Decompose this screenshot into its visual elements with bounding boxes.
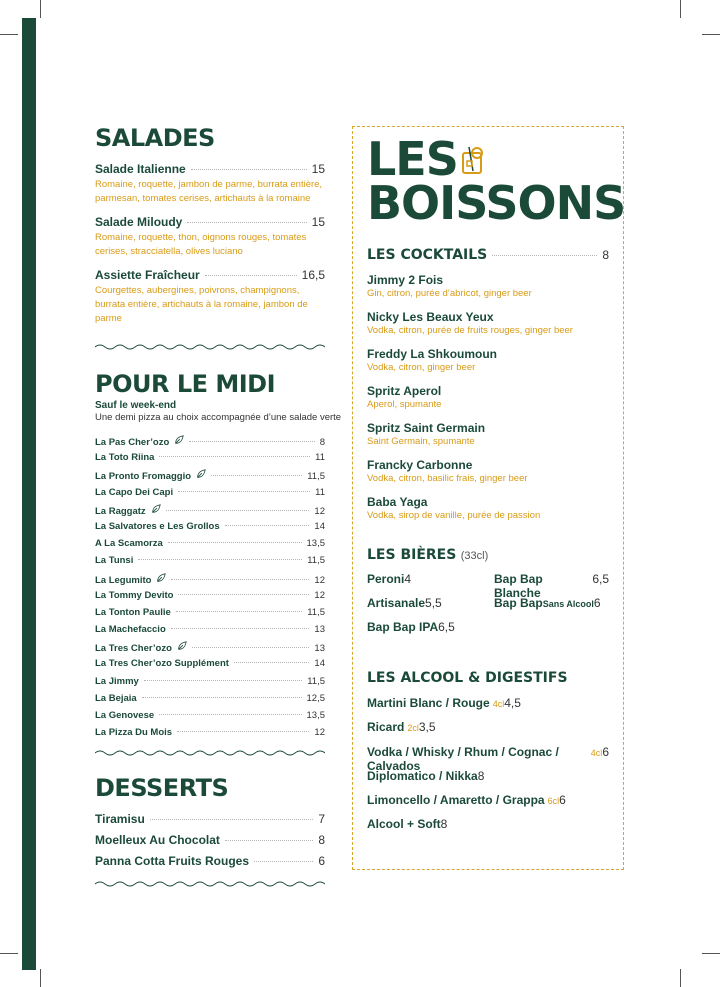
bieres-title: LES BIÈRES [367, 547, 457, 563]
pizza-row [95, 452, 325, 469]
pizza-row [95, 555, 325, 572]
dessert-name: Panna Cotta Fruits Rouges [95, 854, 250, 869]
beer-price: 4 [404, 572, 412, 586]
alcool-row [367, 696, 609, 720]
cocktail-item [367, 421, 609, 448]
pizza-row [95, 469, 325, 486]
cocktail-desc: Gin, citron, purée d’abricot, ginger beer [367, 288, 532, 299]
beer-sub: Sans Alcool [542, 599, 594, 609]
pizza-price: 11,5 [307, 606, 325, 618]
crop-mark [0, 34, 18, 35]
salades-list [95, 162, 325, 326]
pizza-row [95, 658, 325, 675]
pizza-row [95, 624, 325, 641]
dessert-price: 8 [318, 833, 325, 848]
pizza-price: 11,5 [307, 675, 325, 687]
salade-row [95, 215, 325, 229]
salade-desc: Romaine, roquette, thon, oignons rouges, tomates cerises, stracciatella, olives luciano [95, 232, 307, 257]
bieres-header [367, 546, 609, 564]
pizza-row [95, 487, 325, 504]
pizza-row [95, 590, 325, 607]
beer-item [367, 620, 483, 644]
cocktail-desc: Vodka, citron, basilic frais, ginger beer [367, 473, 528, 484]
salade-name: Assiette Fraîcheur [95, 268, 200, 282]
salade-row [95, 268, 325, 282]
pizza-name: La Tommy Devito [95, 589, 174, 601]
left-column [95, 124, 342, 893]
dessert-row [95, 854, 325, 875]
beer-line [367, 572, 609, 600]
salade-price: 16,5 [301, 268, 325, 282]
dessert-name: Moelleux Au Chocolat [95, 833, 220, 848]
pizza-price: 13,5 [306, 538, 325, 550]
pizza-price: 14 [314, 658, 325, 670]
beer-name: Bap Bap [494, 596, 543, 610]
dessert-name: Tiramisu [95, 812, 145, 827]
cocktail-desc: Vodka, citron, ginger beer [367, 362, 476, 373]
pizza-row [95, 710, 325, 727]
pizza-price: 14 [314, 520, 325, 532]
pizza-price: 12 [314, 727, 325, 739]
alcool-qty: 4cl [492, 699, 505, 709]
pizza-row [95, 727, 325, 744]
salade-item [95, 162, 325, 206]
salade-price: 15 [311, 162, 325, 176]
pizza-price: 12,5 [306, 692, 325, 704]
alcool-name: Vodka / Whisky / Rhum / Cognac / Calvados [367, 744, 559, 773]
cocktail-desc: Aperol, spumante [367, 399, 442, 410]
wave-divider [95, 749, 325, 757]
cocktail-desc: Saint Germain, spumante [367, 436, 475, 447]
cocktail-desc: Vodka, sirop de vanille, purée de passion [367, 510, 541, 521]
pizza-price: 11,5 [307, 471, 325, 483]
pizza-row [95, 607, 325, 624]
pizza-price: 11 [315, 486, 325, 498]
salade-desc: Romaine, roquette, jambon de parme, burrata entière, parmesan, tomates cerises, artichauts à la romaine [95, 179, 323, 204]
pizza-name: La Machefaccio [95, 624, 166, 636]
pizza-price: 13 [314, 624, 325, 636]
pizza-name: La Pizza Du Mois [95, 727, 173, 739]
salade-price: 15 [311, 215, 325, 229]
alcool-qty: 2cl [407, 723, 419, 734]
alcool-name: Limoncello / Amaretto / Grappa [367, 793, 545, 808]
wave-divider [95, 880, 325, 888]
salade-item [95, 215, 325, 259]
wave-divider [95, 343, 325, 351]
cocktail-glass-icon [459, 145, 489, 177]
cocktail-name: Francky Carbonne [367, 458, 473, 472]
crop-mark [0, 953, 18, 954]
boissons-title-line1: LES [367, 132, 458, 186]
pizza-name: La Jimmy [95, 675, 139, 687]
pizza-name: La Pas Cher’ozo [95, 437, 170, 448]
pizza-price: 12 [314, 505, 325, 517]
alcool-row [367, 720, 609, 744]
pizza-row [95, 676, 325, 693]
pizza-price: 12 [314, 589, 325, 601]
cocktails-price: 8 [602, 248, 609, 262]
pizza-name: La Genovese [95, 710, 155, 721]
salade-row [95, 162, 325, 176]
pizza-name: La Toto Riina [95, 452, 155, 464]
midi-list [95, 435, 325, 744]
pizza-price: 8 [319, 437, 325, 448]
beer-name: Bap Bap IPA [367, 620, 439, 634]
alcool-price: 8 [477, 768, 485, 783]
pizza-name: La Tunsi [95, 555, 134, 567]
pizza-row [95, 693, 325, 710]
vegetarian-leaf-icon [196, 469, 206, 479]
alcool-qty: 6cl [547, 796, 560, 807]
dessert-price: 6 [318, 854, 325, 869]
vegetarian-leaf-icon [174, 435, 184, 445]
beer-name: Bap Bap Blanche [494, 572, 543, 600]
dessert-row [95, 812, 325, 833]
beer-line [367, 596, 609, 620]
alcool-price: 6 [559, 793, 566, 808]
crop-mark [680, 0, 681, 18]
pizza-name: La Salvatores e Les Grollos [95, 520, 220, 532]
cocktail-item [367, 273, 609, 300]
vegetarian-leaf-icon [151, 504, 161, 514]
pizza-row [95, 538, 325, 555]
alcool-name: Martini Blanc / Rouge [367, 696, 490, 710]
alcool-price: 3,5 [418, 720, 436, 735]
pizza-name: La Tres Cher’ozo [95, 643, 172, 655]
salade-name: Salade Italienne [95, 162, 186, 176]
dessert-row [95, 833, 325, 854]
pizza-price: 11,5 [307, 555, 325, 567]
beer-price: 6,5 [438, 620, 455, 634]
alcool-price: 4,5 [504, 696, 521, 710]
alcool-row [367, 744, 609, 773]
bieres-note: (33cl) [460, 550, 489, 562]
boissons-panel [352, 126, 624, 870]
crop-mark [702, 34, 720, 35]
alcool-name: Diplomatico / Nikka [367, 768, 478, 783]
pizza-row [95, 573, 325, 590]
beer-line [367, 620, 609, 644]
pizza-name: La Tres Cher’ozo Supplément [95, 658, 229, 670]
midi-title: POUR LE MIDI [95, 370, 276, 398]
pizza-price: 13 [314, 643, 325, 655]
cocktail-item [367, 384, 609, 411]
beer-name: Artisanale [367, 596, 426, 610]
beer-item [494, 572, 609, 600]
cocktail-item [367, 495, 609, 522]
alcool-row [367, 817, 609, 841]
alcool-price: 8 [440, 817, 448, 832]
crop-mark [40, 969, 41, 987]
midi-subtitle: Sauf le week-end [95, 400, 177, 411]
salades-title: SALADES [95, 124, 215, 152]
pizza-name: La Legumito [95, 574, 152, 586]
alcool-name: Alcool + Soft [367, 817, 441, 832]
cocktail-desc: Vodka, citron, purée de fruits rouges, ginger beer [367, 325, 573, 336]
cocktail-name: Jimmy 2 Fois [367, 273, 444, 287]
cocktail-item [367, 458, 609, 485]
beer-item [494, 596, 609, 620]
beer-name: Peroni [367, 572, 405, 586]
pizza-name: A La Scamorza [95, 538, 163, 550]
vegetarian-leaf-icon [177, 641, 187, 651]
boissons-title-line2: BOISSONS [367, 176, 626, 230]
cocktail-name: Baba Yaga [367, 495, 428, 509]
pizza-price: 13,5 [306, 710, 325, 721]
beer-item [367, 572, 482, 596]
cocktail-name: Spritz Aperol [367, 384, 442, 398]
alcool-qty: 4cl [590, 747, 603, 758]
pizza-row [95, 641, 325, 658]
desserts-title: DESSERTS [95, 774, 229, 803]
beer-item [367, 596, 482, 620]
cocktail-name: Spritz Saint Germain [367, 421, 486, 435]
pizza-name: La Capo Dei Capi [95, 486, 174, 498]
crop-mark [40, 0, 41, 18]
beer-price: 6,5 [592, 572, 609, 586]
pizza-price: 12 [314, 574, 325, 586]
alcool-row [367, 793, 609, 817]
pizza-row [95, 435, 325, 452]
desserts-list [95, 812, 325, 875]
cocktails-title: LES COCKTAILS [367, 247, 488, 263]
dessert-price: 7 [318, 812, 325, 827]
cocktails-header [367, 247, 609, 263]
alcools-list [367, 696, 609, 842]
cocktail-name: Nicky Les Beaux Yeux [367, 310, 494, 324]
pizza-row [95, 521, 325, 538]
alcool-name: Ricard [367, 720, 405, 735]
midi-intro: Une demi pizza au choix accompagnée d’une salade verte [95, 412, 342, 423]
alcool-price: 6 [602, 744, 609, 759]
vegetarian-leaf-icon [156, 573, 166, 583]
beer-price: 5,5 [425, 596, 442, 610]
salade-desc: Courgettes, aubergines, poivrons, champignons, burrata entière, artichauts à la romaine, jambon de parme [95, 285, 308, 324]
cocktail-name: Freddy La Shkoumoun [367, 347, 498, 361]
green-side-bar [22, 18, 36, 970]
crop-mark [680, 969, 681, 987]
pizza-price: 11 [315, 452, 325, 464]
pizza-name: La Raggatz [95, 505, 146, 517]
salade-item [95, 268, 325, 326]
pizza-name: La Bejaia [95, 692, 137, 704]
salade-name: Salade Miloudy [95, 215, 183, 229]
cocktails-list [367, 273, 609, 522]
pizza-row [95, 504, 325, 521]
cocktail-item [367, 310, 609, 337]
bieres-list [367, 572, 609, 644]
beer-price: 6 [593, 596, 601, 610]
crop-mark [702, 953, 720, 954]
cocktail-item [367, 347, 609, 374]
pizza-name: La Pronto Fromaggio [95, 471, 192, 483]
alcools-title: LES ALCOOL & DIGESTIFS [367, 670, 568, 686]
pizza-name: La Tonton Paulie [95, 606, 171, 618]
